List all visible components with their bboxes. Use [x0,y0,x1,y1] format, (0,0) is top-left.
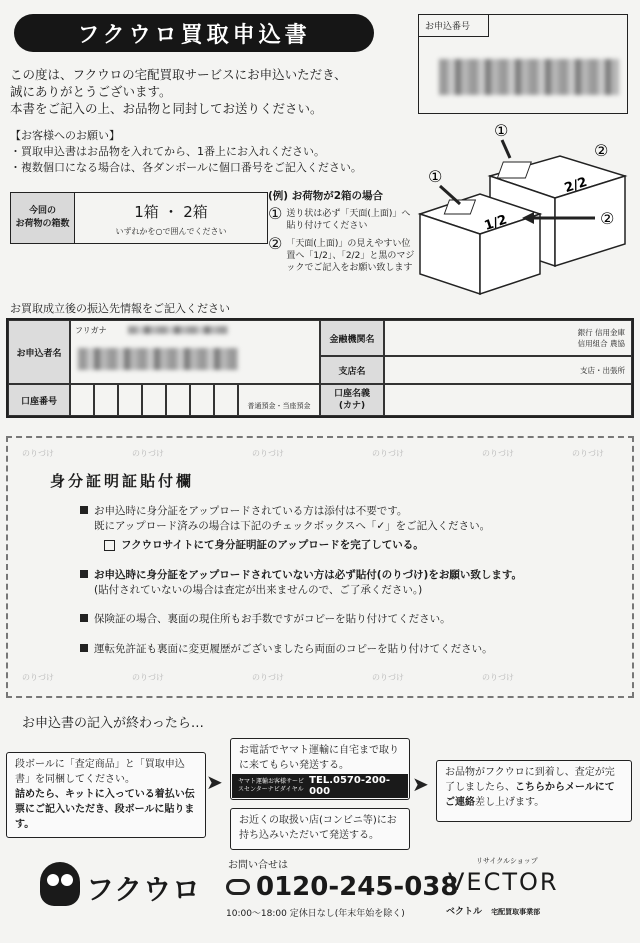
id-instruction: お申込時に身分証をアップロードされている方は添付は不要です。 [80,504,580,519]
step-number: ② [268,234,283,253]
account-name-label: 口座名義 (カナ) [320,384,384,416]
glue-watermark: のりづけ [132,449,164,458]
intro-text [10,66,347,117]
yamato-label: ヤマト運輸お客様サービスセンターナビダイヤル [238,778,305,793]
furigana-label: フリガナ [75,326,107,335]
marker-2: ② [600,209,615,228]
box-label-2: 2/2 [562,174,590,197]
yamato-phone[interactable]: TEL.0570-200-000 [309,775,391,797]
package-count-options[interactable] [75,193,267,243]
note-item: ・複数個口になる場合は、各ダンボールに個口番号をご記入ください。 [10,161,362,174]
marker-1: ① [428,167,443,186]
packing-step-text: 段ボールに「査定商品」と「買取申込書」を同梱してください。 [15,759,185,785]
phone-number[interactable]: 0120-245-038 [256,872,459,902]
assessment-text: お品物がフクウロに到着し、査定が完了しましたら、 [445,767,615,793]
id-instruction: (貼付されていないの場合は査定が出来ませんので、ご了承ください。) [94,584,423,596]
account-digit[interactable] [166,384,190,416]
boxes-illustration [410,116,640,296]
applicant-label: お申込者名 [8,320,70,384]
glue-watermark: のりづけ [252,449,284,458]
bank-section-title: お買取成立後の振込先情報をご記入ください [10,302,230,315]
account-number-label: 口座番号 [8,384,70,416]
glue-watermark: のりづけ [482,673,514,682]
application-number-redacted [439,59,619,95]
contact-label: お問い合せは [228,860,288,871]
vector-kana: ベクトル [446,907,483,917]
checkbox-label: フクウロサイトにて身分証明証のアップロードを完了している。 [121,539,424,551]
application-number-label: お申込番号 [419,15,489,37]
intro-line: 本書をご記入の上、お品物と同封してお送りください。 [10,101,323,116]
phone-option-text: お電話でヤマト運輸に自宅まで取りに来てもらい発送する。 [239,745,399,771]
id-upload-checkbox-row[interactable] [104,538,604,553]
glue-watermark: のりづけ [372,673,404,682]
account-digit[interactable] [142,384,166,416]
customer-notes [10,128,362,176]
page-title: フクウロ買取申込書 [14,14,374,52]
marker-1: ① [494,121,509,140]
furigana-redacted [128,326,228,334]
two-box-example [268,190,418,274]
branch-label: 支店名 [320,356,384,384]
contact-phone[interactable] [226,872,459,902]
glue-watermark: のりづけ [22,449,54,458]
id-instruction: お申込時に身分証をアップロードされていない方は必ず貼付(のりづけ)をお願い致します。 [80,568,580,583]
example-step-text: 送り状は必ず「天面(上面)」へ貼り付けてください [286,209,411,231]
account-digit[interactable] [94,384,118,416]
business-hours: 10:00～18:00 定休日なし(年末年始を除く) [226,909,405,919]
account-name-field[interactable] [384,384,632,416]
intro-line: この度は、フクウロの宅配買取サービスにお申込いただき、 [10,67,347,82]
account-type[interactable]: 普通預金・当座預金 [238,384,320,416]
step-number: ① [268,204,283,223]
brand-logo: フクウロ [86,873,202,906]
glue-watermark: のりづけ [482,449,514,458]
flow-title: お申込書の記入が終わったら… [22,716,204,731]
package-count-hint: いずれかを○で囲んでください [115,227,227,236]
marker-2: ② [594,141,609,160]
assessment-text: 差し上げます。 [475,797,545,808]
assessment-text: こちらからメールにてご連絡 [445,782,615,808]
vector-footer [446,904,540,917]
store-option-text: お近くの取扱い店(コンビニ等)にお持ち込みいただいて発送する。 [239,815,397,841]
packing-step-text: 詰めたら、キットに入っている着払い伝票にご記入いただき、段ボールに貼ります。 [15,789,195,830]
id-instruction: 保険証の場合、裏面の現住所もお手数ですがコピーを貼り付けてください。 [80,612,580,627]
account-digit[interactable] [214,384,238,416]
branch-field[interactable]: 支店・出張所 [384,356,632,384]
package-count-box [10,192,268,244]
id-instruction: 運転免許証も裏面に変更履歴がございましたら両面のコピーを貼り付けてください。 [80,642,580,657]
intro-line: 誠にありがとうございます。 [10,84,172,99]
vector-logo: VECTOR [448,868,559,896]
institution-field[interactable]: 銀行 信用金庫 信用組合 農協 [384,320,632,356]
id-section-title: 身分証明証貼付欄 [50,472,195,490]
application-number-box [418,14,628,114]
package-count-choice[interactable]: 1箱 ・ 2箱 [134,203,208,221]
arrow-icon [502,140,510,158]
package-count-label: 今回の お荷物の箱数 [11,193,75,243]
id-instruction: 既にアップロード済みの場合は下記のチェックボックスへ「✓」をご記入ください。 [94,520,491,532]
glue-watermark: のりづけ [132,673,164,682]
vector-dept: 宅配買取事業部 [491,908,541,916]
assessment-step [436,760,632,822]
glue-watermark: のりづけ [252,673,284,682]
account-digit[interactable] [70,384,94,416]
owl-logo-icon [40,862,80,906]
id-upload-checkbox[interactable] [104,540,115,551]
yamato-contact-banner [232,774,408,798]
vector-subtitle: リサイクルショップ [476,857,538,865]
institution-label: 金融機関名 [320,320,384,356]
account-digit[interactable] [190,384,214,416]
arrow-right-icon: ➤ [412,772,429,796]
packing-step [6,752,206,838]
applicant-name-redacted [78,348,238,370]
account-digit[interactable] [118,384,142,416]
notes-heading: 【お客様へのお願い】 [10,129,120,142]
free-dial-icon [226,879,250,895]
example-heading: (例) お荷物が2箱の場合 [268,190,384,202]
glue-watermark: のりづけ [372,449,404,458]
arrow-right-icon: ➤ [206,770,223,794]
glue-watermark: のりづけ [572,449,604,458]
box-label-1: 1/2 [482,212,509,234]
store-dropoff-option [230,808,410,850]
glue-watermark: のりづけ [22,673,54,682]
example-step-text: 「天面(上面)」の見えやすい位置へ「1/2」、「2/2」と黒のマジックでご記入をお願い致します [286,239,415,273]
note-item: ・買取申込書はお品物を入れてから、1番上にお入れください。 [10,145,325,158]
bank-info-table [6,318,634,418]
